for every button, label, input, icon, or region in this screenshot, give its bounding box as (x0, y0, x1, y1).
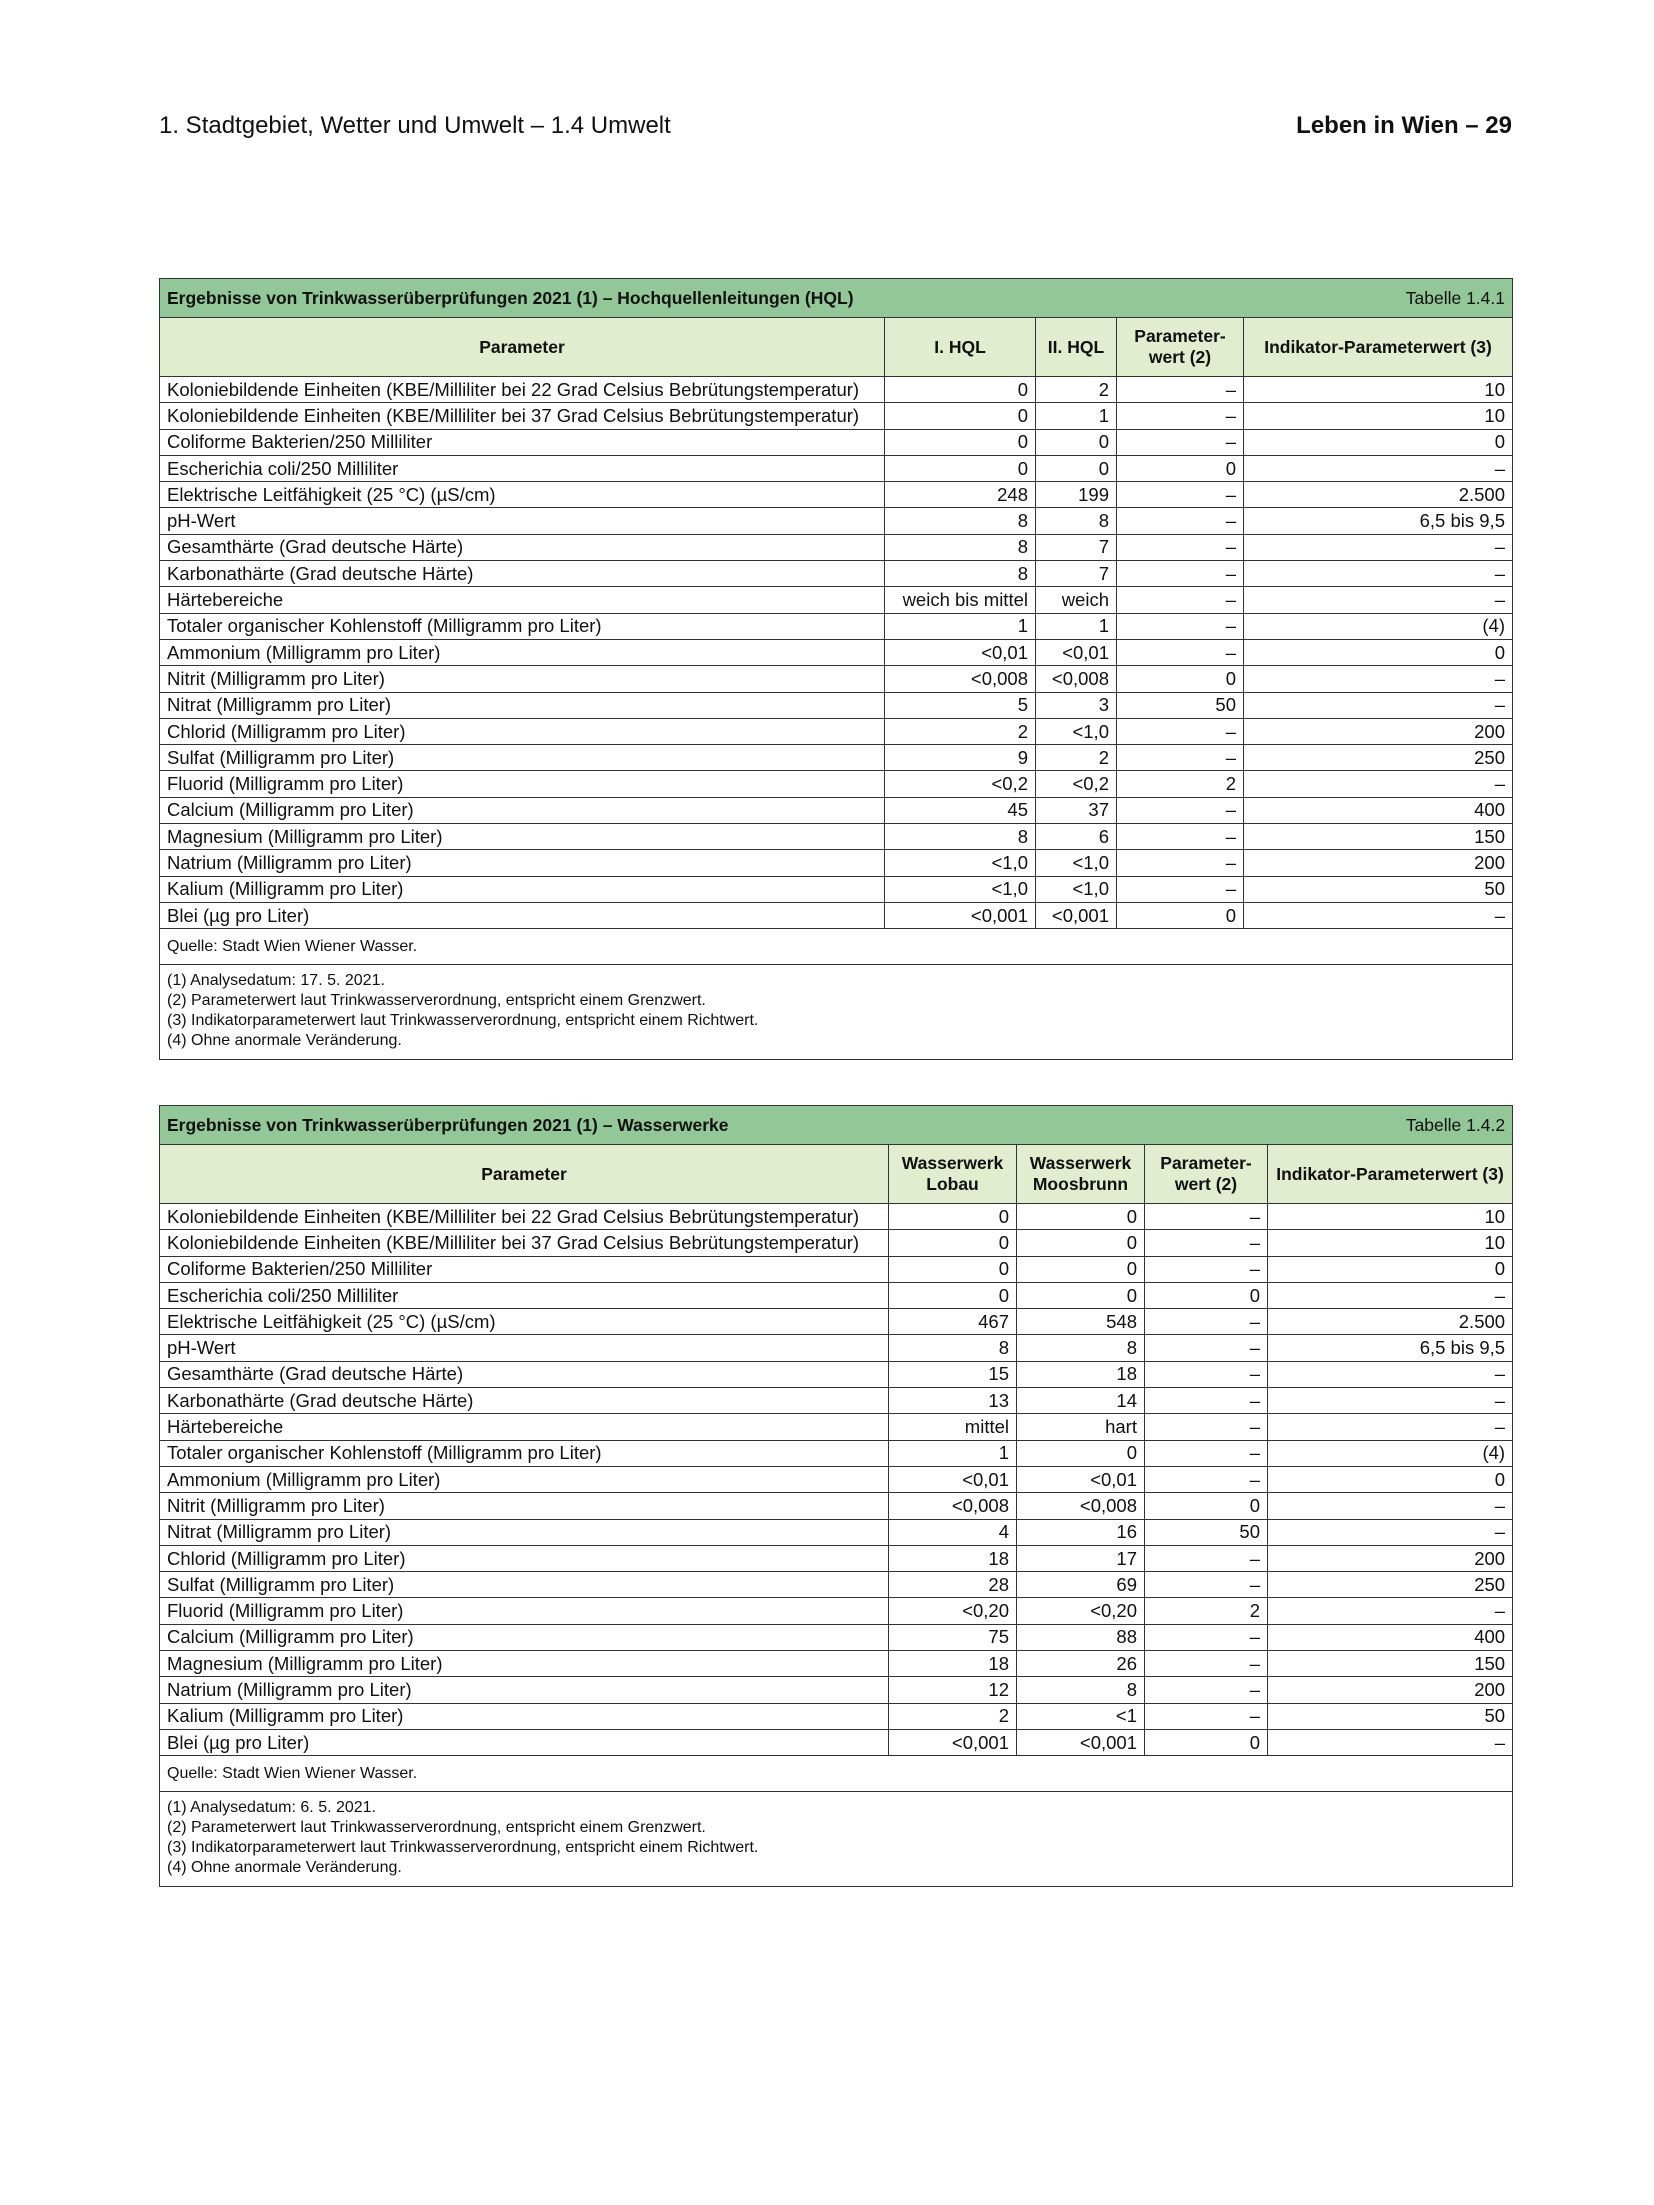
table-row (160, 1624, 1513, 1650)
value-cell: 8 (885, 561, 1036, 587)
value-cell: – (1268, 1361, 1513, 1387)
value-cell: 0 (1244, 429, 1513, 455)
value-cell: – (1117, 403, 1244, 429)
value-cell: <0,20 (1017, 1598, 1145, 1624)
value-cell: – (1268, 1493, 1513, 1519)
value-cell: 9 (885, 745, 1036, 771)
value-cell: 6 (1036, 824, 1117, 850)
value-cell: <0,001 (885, 902, 1036, 928)
value-cell: – (1145, 1545, 1268, 1571)
value-cell: – (1244, 455, 1513, 481)
value-cell: – (1117, 561, 1244, 587)
table-row (160, 1388, 1513, 1414)
value-cell: – (1145, 1572, 1268, 1598)
value-cell: 8 (885, 534, 1036, 560)
table-wasserwerke (159, 1105, 1513, 1887)
value-cell: 8 (1017, 1335, 1145, 1361)
value-cell: – (1145, 1624, 1268, 1650)
value-cell: <1,0 (1036, 718, 1117, 744)
value-cell: – (1117, 824, 1244, 850)
column-header: Parameter (160, 1145, 889, 1204)
table-row (160, 824, 1513, 850)
value-cell: 14 (1017, 1388, 1145, 1414)
table-row (160, 1729, 1513, 1755)
page-number: Leben in Wien – 29 (1296, 112, 1512, 139)
value-cell: 2.500 (1244, 482, 1513, 508)
value-cell: 0 (889, 1204, 1017, 1230)
value-cell: – (1268, 1282, 1513, 1308)
value-cell: 200 (1268, 1545, 1513, 1571)
value-cell: 8 (885, 508, 1036, 534)
value-cell: – (1244, 771, 1513, 797)
table-row (160, 1335, 1513, 1361)
table-row (160, 876, 1513, 902)
parameter-cell: Nitrat (Milligramm pro Liter) (160, 692, 885, 718)
value-cell: <1,0 (1036, 876, 1117, 902)
value-cell: 10 (1244, 403, 1513, 429)
value-cell: – (1268, 1414, 1513, 1440)
value-cell: – (1145, 1703, 1268, 1729)
value-cell: 37 (1036, 797, 1117, 823)
value-cell: – (1117, 508, 1244, 534)
parameter-cell: Blei (µg pro Liter) (160, 902, 885, 928)
parameter-cell: Karbonathärte (Grad deutsche Härte) (160, 561, 885, 587)
table-notes (160, 1792, 1513, 1887)
value-cell: <0,008 (1036, 666, 1117, 692)
value-cell: 1 (1036, 613, 1117, 639)
value-cell: – (1145, 1204, 1268, 1230)
parameter-cell: Koloniebildende Einheiten (KBE/Milliliter bei 37 Grad Celsius Bebrütungstemperatur) (160, 403, 885, 429)
table-row (160, 1282, 1513, 1308)
value-cell: <0,001 (1036, 902, 1117, 928)
parameter-cell: Chlorid (Milligramm pro Liter) (160, 718, 885, 744)
value-cell: 0 (1017, 1230, 1145, 1256)
value-cell: <0,20 (889, 1598, 1017, 1624)
value-cell: 0 (1036, 455, 1117, 481)
value-cell: – (1244, 561, 1513, 587)
parameter-cell: Calcium (Milligramm pro Liter) (160, 1624, 889, 1650)
table-row (160, 1309, 1513, 1335)
value-cell: 50 (1244, 876, 1513, 902)
parameter-cell: Natrium (Milligramm pro Liter) (160, 850, 885, 876)
value-cell: – (1268, 1598, 1513, 1624)
value-cell: 0 (1145, 1729, 1268, 1755)
value-cell: – (1145, 1388, 1268, 1414)
table-row (160, 692, 1513, 718)
table-row (160, 403, 1513, 429)
parameter-cell: Magnesium (Milligramm pro Liter) (160, 1651, 889, 1677)
value-cell: – (1145, 1466, 1268, 1492)
value-cell: 1 (1036, 403, 1117, 429)
table-row (160, 1230, 1513, 1256)
value-cell: 69 (1017, 1572, 1145, 1598)
table-row (160, 429, 1513, 455)
value-cell: 2 (885, 718, 1036, 744)
value-cell: <0,001 (889, 1729, 1017, 1755)
value-cell: – (1117, 718, 1244, 744)
value-cell: hart (1017, 1414, 1145, 1440)
parameter-cell: Kalium (Milligramm pro Liter) (160, 876, 885, 902)
footnote: (3) Indikatorparameterwert laut Trinkwasserverordnung, entspricht einem Richtwert. (167, 1012, 759, 1030)
value-cell: 199 (1036, 482, 1117, 508)
table-number: Tabelle 1.4.2 (1405, 1114, 1506, 1135)
column-header: II. HQL (1036, 318, 1117, 377)
table-row (160, 587, 1513, 613)
value-cell: – (1145, 1677, 1268, 1703)
value-cell: 0 (1117, 666, 1244, 692)
chapter-title: 1. Stadtgebiet, Wetter und Umwelt – 1.4 Umwelt (159, 112, 671, 139)
value-cell: – (1244, 692, 1513, 718)
table-title: Ergebnisse von Trinkwasserüberprüfungen 2021 (1) – Wasserwerke (167, 1114, 729, 1135)
table-row (160, 1493, 1513, 1519)
table-row (160, 1414, 1513, 1440)
value-cell: 1 (889, 1440, 1017, 1466)
value-cell: 7 (1036, 561, 1117, 587)
value-cell: 75 (889, 1624, 1017, 1650)
column-header: Indikator-Parameterwert (3) (1244, 318, 1513, 377)
value-cell: 248 (885, 482, 1036, 508)
parameter-cell: Totaler organischer Kohlenstoff (Milligramm pro Liter) (160, 613, 885, 639)
value-cell: 18 (1017, 1361, 1145, 1387)
value-cell: 3 (1036, 692, 1117, 718)
value-cell: 0 (1244, 639, 1513, 665)
table-row (160, 718, 1513, 744)
value-cell: <0,01 (885, 639, 1036, 665)
table-row (160, 377, 1513, 403)
parameter-cell: Fluorid (Milligramm pro Liter) (160, 1598, 889, 1624)
value-cell: 2 (1117, 771, 1244, 797)
value-cell: <0,008 (889, 1493, 1017, 1519)
value-cell: 0 (1036, 429, 1117, 455)
table-source: Quelle: Stadt Wien Wiener Wasser. (160, 929, 1513, 965)
table-row (160, 1651, 1513, 1677)
parameter-cell: Elektrische Leitfähigkeit (25 °C) (µS/cm) (160, 1309, 889, 1335)
value-cell: 26 (1017, 1651, 1145, 1677)
value-cell: 10 (1268, 1204, 1513, 1230)
value-cell: 8 (1017, 1677, 1145, 1703)
column-header: Parameter-wert (2) (1145, 1145, 1268, 1204)
table-row (160, 613, 1513, 639)
parameter-cell: Kalium (Milligramm pro Liter) (160, 1703, 889, 1729)
value-cell: – (1117, 587, 1244, 613)
value-cell: <0,01 (1036, 639, 1117, 665)
value-cell: 0 (1145, 1493, 1268, 1519)
value-cell: 2 (1145, 1598, 1268, 1624)
value-cell: 2.500 (1268, 1309, 1513, 1335)
value-cell: <1,0 (885, 876, 1036, 902)
table-row (160, 1204, 1513, 1230)
value-cell: – (1244, 902, 1513, 928)
value-cell: 10 (1268, 1230, 1513, 1256)
value-cell: – (1244, 534, 1513, 560)
value-cell: – (1268, 1729, 1513, 1755)
parameter-cell: Blei (µg pro Liter) (160, 1729, 889, 1755)
value-cell: 6,5 bis 9,5 (1244, 508, 1513, 534)
parameter-cell: Magnesium (Milligramm pro Liter) (160, 824, 885, 850)
table-hql (159, 278, 1513, 1060)
parameter-cell: Härtebereiche (160, 587, 885, 613)
value-cell: 8 (889, 1335, 1017, 1361)
table-number: Tabelle 1.4.1 (1405, 287, 1505, 308)
value-cell: 0 (1017, 1440, 1145, 1466)
table-row (160, 1361, 1513, 1387)
value-cell: weich bis mittel (885, 587, 1036, 613)
column-header: Indikator-Parameterwert (3) (1268, 1145, 1513, 1204)
footnote: (1) Analysedatum: 6. 5. 2021. (167, 1799, 377, 1817)
value-cell: 45 (885, 797, 1036, 823)
parameter-cell: Ammonium (Milligramm pro Liter) (160, 639, 885, 665)
value-cell: 18 (889, 1545, 1017, 1571)
table-row (160, 797, 1513, 823)
column-header: Wasserwerk Moosbrunn (1017, 1145, 1145, 1204)
table-title-row (160, 1106, 1513, 1145)
value-cell: 50 (1268, 1703, 1513, 1729)
value-cell: mittel (889, 1414, 1017, 1440)
column-header: I. HQL (885, 318, 1036, 377)
parameter-cell: Nitrit (Milligramm pro Liter) (160, 666, 885, 692)
value-cell: <0,2 (885, 771, 1036, 797)
table-row (160, 771, 1513, 797)
value-cell: – (1145, 1440, 1268, 1466)
value-cell: – (1145, 1335, 1268, 1361)
value-cell: 0 (885, 377, 1036, 403)
value-cell: 0 (885, 429, 1036, 455)
footnote: (2) Parameterwert laut Trinkwasserverordnung, entspricht einem Grenzwert. (167, 1819, 706, 1837)
value-cell: 5 (885, 692, 1036, 718)
value-cell: 17 (1017, 1545, 1145, 1571)
parameter-cell: Elektrische Leitfähigkeit (25 °C) (µS/cm) (160, 482, 885, 508)
value-cell: 467 (889, 1309, 1017, 1335)
value-cell: 0 (1117, 902, 1244, 928)
table-row (160, 508, 1513, 534)
value-cell: 2 (889, 1703, 1017, 1729)
table-row (160, 1572, 1513, 1598)
value-cell: 0 (1017, 1256, 1145, 1282)
table-row (160, 1545, 1513, 1571)
table-row (160, 1677, 1513, 1703)
parameter-cell: pH-Wert (160, 508, 885, 534)
value-cell: – (1244, 587, 1513, 613)
parameter-cell: Chlorid (Milligramm pro Liter) (160, 1545, 889, 1571)
value-cell: – (1145, 1414, 1268, 1440)
value-cell: 0 (889, 1282, 1017, 1308)
parameter-cell: pH-Wert (160, 1335, 889, 1361)
table-row (160, 534, 1513, 560)
parameter-cell: Coliforme Bakterien/250 Milliliter (160, 1256, 889, 1282)
column-header: Wasserwerk Lobau (889, 1145, 1017, 1204)
value-cell: 0 (1017, 1282, 1145, 1308)
value-cell: 200 (1244, 718, 1513, 744)
value-cell: weich (1036, 587, 1117, 613)
column-header: Parameter (160, 318, 885, 377)
footnote: (1) Analysedatum: 17. 5. 2021. (167, 972, 385, 990)
value-cell: 2 (1036, 745, 1117, 771)
value-cell: 0 (1117, 455, 1244, 481)
footnote: (4) Ohne anormale Veränderung. (167, 1032, 402, 1050)
table-notes (160, 965, 1513, 1060)
footnote: (3) Indikatorparameterwert laut Trinkwasserverordnung, entspricht einem Richtwert. (167, 1839, 759, 1857)
value-cell: 16 (1017, 1519, 1145, 1545)
value-cell: 13 (889, 1388, 1017, 1414)
value-cell: 0 (889, 1256, 1017, 1282)
table-row (160, 745, 1513, 771)
table-title: Ergebnisse von Trinkwasserüberprüfungen 2021 (1) – Hochquellenleitungen (HQL) (167, 287, 854, 308)
value-cell: 0 (885, 455, 1036, 481)
table-row (160, 1440, 1513, 1466)
parameter-cell: Koloniebildende Einheiten (KBE/Milliliter bei 37 Grad Celsius Bebrütungstemperatur) (160, 1230, 889, 1256)
value-cell: – (1145, 1309, 1268, 1335)
value-cell: – (1117, 377, 1244, 403)
value-cell: 12 (889, 1677, 1017, 1703)
value-cell: – (1145, 1651, 1268, 1677)
value-cell: 0 (1268, 1466, 1513, 1492)
parameter-cell: Calcium (Milligramm pro Liter) (160, 797, 885, 823)
value-cell: (4) (1244, 613, 1513, 639)
value-cell: 28 (889, 1572, 1017, 1598)
table-source: Quelle: Stadt Wien Wiener Wasser. (160, 1756, 1513, 1792)
parameter-cell: Ammonium (Milligramm pro Liter) (160, 1466, 889, 1492)
value-cell: – (1145, 1230, 1268, 1256)
value-cell: 0 (1017, 1204, 1145, 1230)
footnote: (4) Ohne anormale Veränderung. (167, 1859, 402, 1877)
table-row (160, 1466, 1513, 1492)
value-cell: <0,001 (1017, 1729, 1145, 1755)
value-cell: (4) (1268, 1440, 1513, 1466)
value-cell: – (1117, 850, 1244, 876)
column-header: Parameter-wert (2) (1117, 318, 1244, 377)
value-cell: 0 (885, 403, 1036, 429)
table-row (160, 455, 1513, 481)
value-cell: <0,01 (1017, 1466, 1145, 1492)
table-row (160, 561, 1513, 587)
value-cell: 250 (1244, 745, 1513, 771)
parameter-cell: Sulfat (Milligramm pro Liter) (160, 1572, 889, 1598)
value-cell: 400 (1244, 797, 1513, 823)
value-cell: 200 (1244, 850, 1513, 876)
value-cell: – (1117, 797, 1244, 823)
table-title-row (160, 279, 1513, 318)
value-cell: <0,2 (1036, 771, 1117, 797)
parameter-cell: Karbonathärte (Grad deutsche Härte) (160, 1388, 889, 1414)
table-row (160, 850, 1513, 876)
value-cell: <1,0 (885, 850, 1036, 876)
value-cell: – (1117, 876, 1244, 902)
parameter-cell: Härtebereiche (160, 1414, 889, 1440)
parameter-cell: Natrium (Milligramm pro Liter) (160, 1677, 889, 1703)
parameter-cell: Fluorid (Milligramm pro Liter) (160, 771, 885, 797)
parameter-cell: Koloniebildende Einheiten (KBE/Milliliter bei 22 Grad Celsius Bebrütungstemperatur) (160, 1204, 889, 1230)
value-cell: – (1117, 482, 1244, 508)
value-cell: – (1145, 1256, 1268, 1282)
parameter-cell: Escherichia coli/250 Milliliter (160, 1282, 889, 1308)
table-row (160, 902, 1513, 928)
value-cell: <0,01 (889, 1466, 1017, 1492)
value-cell: – (1268, 1519, 1513, 1545)
value-cell: 15 (889, 1361, 1017, 1387)
value-cell: – (1117, 639, 1244, 665)
table-row (160, 1256, 1513, 1282)
value-cell: – (1244, 666, 1513, 692)
value-cell: – (1268, 1388, 1513, 1414)
value-cell: <1,0 (1036, 850, 1117, 876)
value-cell: 50 (1145, 1519, 1268, 1545)
value-cell: <0,008 (1017, 1493, 1145, 1519)
value-cell: 18 (889, 1651, 1017, 1677)
value-cell: 8 (1036, 508, 1117, 534)
parameter-cell: Gesamthärte (Grad deutsche Härte) (160, 1361, 889, 1387)
value-cell: 10 (1244, 377, 1513, 403)
value-cell: 150 (1244, 824, 1513, 850)
value-cell: 400 (1268, 1624, 1513, 1650)
value-cell: 0 (1268, 1256, 1513, 1282)
value-cell: – (1117, 745, 1244, 771)
value-cell: – (1117, 613, 1244, 639)
page-header (159, 112, 1512, 152)
value-cell: 150 (1268, 1651, 1513, 1677)
value-cell: 200 (1268, 1677, 1513, 1703)
value-cell: 1 (885, 613, 1036, 639)
value-cell: – (1117, 534, 1244, 560)
parameter-cell: Escherichia coli/250 Milliliter (160, 455, 885, 481)
value-cell: – (1145, 1361, 1268, 1387)
value-cell: 0 (1145, 1282, 1268, 1308)
value-cell: 2 (1036, 377, 1117, 403)
parameter-cell: Sulfat (Milligramm pro Liter) (160, 745, 885, 771)
value-cell: – (1117, 429, 1244, 455)
value-cell: 7 (1036, 534, 1117, 560)
value-cell: 50 (1117, 692, 1244, 718)
parameter-cell: Gesamthärte (Grad deutsche Härte) (160, 534, 885, 560)
value-cell: <1 (1017, 1703, 1145, 1729)
value-cell: 4 (889, 1519, 1017, 1545)
table-row (160, 1519, 1513, 1545)
value-cell: 8 (885, 824, 1036, 850)
table-row (160, 1598, 1513, 1624)
parameter-cell: Coliforme Bakterien/250 Milliliter (160, 429, 885, 455)
table-row (160, 482, 1513, 508)
value-cell: <0,008 (885, 666, 1036, 692)
table-row (160, 666, 1513, 692)
value-cell: 88 (1017, 1624, 1145, 1650)
footnote: (2) Parameterwert laut Trinkwasserverordnung, entspricht einem Grenzwert. (167, 992, 706, 1010)
parameter-cell: Totaler organischer Kohlenstoff (Milligramm pro Liter) (160, 1440, 889, 1466)
parameter-cell: Nitrit (Milligramm pro Liter) (160, 1493, 889, 1519)
table-row (160, 639, 1513, 665)
value-cell: 0 (889, 1230, 1017, 1256)
table-row (160, 1703, 1513, 1729)
value-cell: 250 (1268, 1572, 1513, 1598)
parameter-cell: Nitrat (Milligramm pro Liter) (160, 1519, 889, 1545)
parameter-cell: Koloniebildende Einheiten (KBE/Milliliter bei 22 Grad Celsius Bebrütungstemperatur) (160, 377, 885, 403)
value-cell: 548 (1017, 1309, 1145, 1335)
value-cell: 6,5 bis 9,5 (1268, 1335, 1513, 1361)
